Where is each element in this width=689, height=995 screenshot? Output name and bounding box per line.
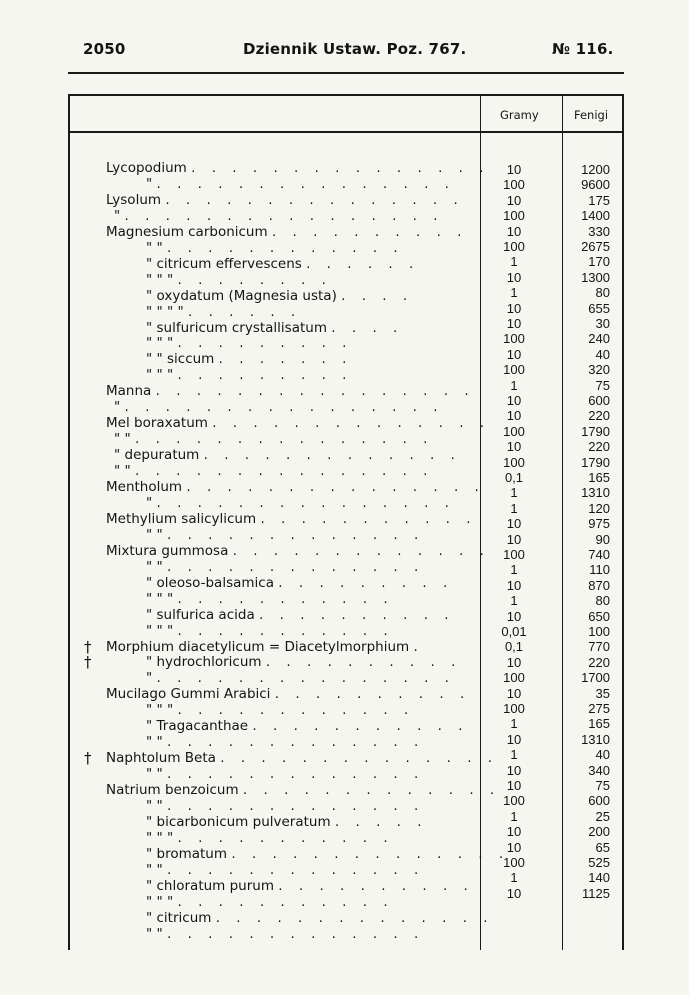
entry-text: " "	[146, 734, 168, 751]
leader-dots: . . . . . . . . . . .	[177, 829, 394, 846]
leader-dots: . . . .	[331, 319, 404, 336]
price-value: 75	[595, 377, 610, 393]
entry-name	[106, 320, 466, 337]
leader-dots: . . . . . . . . . . . . . .	[231, 845, 510, 862]
entry-text: " chloratum purum	[146, 877, 279, 894]
entry-name	[106, 351, 466, 368]
leader-dots: . . . . . . . . . .	[265, 654, 462, 671]
entry-name	[106, 335, 466, 352]
grams-value: 10	[506, 778, 522, 793]
entry-name	[106, 304, 466, 321]
entry-text: " sulfuricum crystallisatum	[146, 319, 332, 336]
entry-name	[106, 559, 466, 576]
grams-value: 10	[506, 824, 522, 840]
leader-dots: . . . . . . . . .	[278, 574, 454, 591]
price-value: 165	[588, 470, 610, 485]
price-value: 975	[588, 516, 610, 532]
grams-value: 1	[510, 593, 518, 609]
entry-name	[106, 367, 466, 384]
entry-name	[106, 862, 466, 879]
table-right-border	[622, 94, 624, 950]
leader-dots: . . . . . . . . . . . . . . .	[156, 175, 455, 192]
issue-number: № 116.	[552, 40, 614, 58]
entry-name	[106, 654, 466, 671]
leader-dots: . . . . . . . . . . . . . .	[215, 909, 494, 926]
leader-dots: . . . . . . . . . . . .	[167, 239, 404, 256]
leader-dots: . . . . . . . . . . . . . .	[212, 415, 491, 432]
entry-text: Morphium diacetylicum = Diacetylmorphium	[106, 638, 414, 655]
leader-dots: . . . . . . . . . . .	[177, 622, 394, 639]
price-value: 330	[588, 223, 610, 239]
grams-value: 10	[506, 685, 522, 701]
entry-text: Lysolum	[106, 191, 166, 208]
grams-value: 1	[510, 500, 518, 516]
entry-name	[106, 670, 466, 687]
leader-dots: . . . . . . . . . . . .	[177, 702, 415, 719]
grams-value: 100	[503, 177, 525, 193]
leader-dots: . . . . . . . . . .	[278, 877, 474, 894]
entry-text: "	[114, 399, 125, 416]
leader-dots: . . . . . . . . . . . . . . . .	[124, 207, 444, 224]
leader-dots: . . . . . . . . . . . . .	[167, 526, 425, 543]
entry-text: " bicarbonicum pulveratum	[146, 813, 335, 830]
price-value: 120	[588, 500, 610, 516]
grams-value: 1	[510, 562, 518, 578]
entry-text: " "	[146, 798, 168, 814]
price-value: 340	[588, 762, 610, 778]
leader-dots: . . . . . . . . . . . . .	[167, 861, 425, 878]
entry-text: "	[146, 175, 157, 192]
leader-dots: . . . . . . . . . . . . . . .	[135, 463, 434, 480]
price-value: 1790	[581, 454, 610, 470]
grams-value: 10	[506, 531, 522, 547]
entry-text: " " "	[146, 829, 178, 846]
entry-name	[106, 734, 466, 751]
price-value: 175	[588, 192, 610, 208]
entry-name	[106, 766, 466, 783]
entry-name	[106, 575, 466, 592]
entry-text: " sulfurica acida	[146, 606, 260, 623]
entry-name	[106, 176, 466, 193]
leader-dots: . . . . . . . . . . . . . . .	[191, 160, 490, 176]
grams-value: 100	[503, 547, 525, 562]
leader-dots: . . . . . . . . . . . . .	[167, 558, 425, 575]
grams-value: 10	[506, 885, 522, 901]
entry-text: Magnesium carbonicum	[106, 223, 272, 240]
entry-text: " " siccum	[146, 351, 219, 368]
entry-text: Methylium salicylicum	[106, 510, 261, 527]
entry-name	[106, 383, 475, 400]
entry-text: " Tragacanthae	[146, 718, 253, 735]
entry-text: " depuratum	[114, 447, 204, 464]
leader-dots: . . . .	[341, 287, 414, 304]
leader-dots: . . . . .	[334, 813, 428, 830]
grams-value: 1	[510, 808, 518, 824]
column-header-fenigi: Fenigi	[574, 108, 609, 122]
leader-dots: . . . . . . . . . . . . . . .	[165, 191, 464, 208]
grams-value: 10	[506, 516, 522, 532]
leader-dots: . . . . . . . . . . . . .	[167, 925, 425, 942]
price-value: 40	[595, 747, 610, 763]
grams-value: 100	[503, 423, 525, 439]
journal-title: Dziennik Ustaw. Poz. 767.	[243, 40, 467, 58]
entry-text: "	[146, 670, 157, 687]
grams-value: 10	[506, 162, 522, 177]
grams-value: 1	[510, 747, 518, 763]
price-value: 80	[595, 593, 610, 609]
grams-value: 0,1	[504, 470, 524, 485]
leader-dots: . . . . . . . . . . .	[177, 590, 394, 607]
leader-dots: . . . . . . . . . . . . .	[232, 542, 490, 559]
entry-name	[106, 542, 490, 560]
entry-text: Natrium benzoicum	[106, 782, 243, 799]
leader-dots: . . . . . . . . . .	[271, 223, 468, 240]
entry-text: " " "	[146, 335, 178, 352]
dagger-mark: †	[84, 653, 92, 672]
leader-dots: .	[413, 638, 424, 655]
entry-text: " " "	[146, 271, 178, 288]
price-value: 220	[588, 439, 610, 455]
entry-text: " " "	[146, 893, 178, 910]
leader-dots: . . . . . . . . . . . . . . . .	[124, 399, 444, 416]
entry-name	[106, 399, 466, 416]
grams-value: 10	[506, 654, 522, 670]
grams-value: 10	[506, 408, 522, 424]
entry-text: " "	[114, 463, 136, 480]
price-value: 240	[588, 331, 610, 347]
leader-dots: . . . . . . . . . . . . . . .	[135, 431, 434, 448]
grams-value: 10	[506, 608, 522, 624]
leader-dots: . . . . . .	[306, 255, 420, 272]
price-value: 320	[588, 362, 610, 378]
price-value: 275	[588, 701, 610, 716]
price-value: 140	[588, 870, 610, 886]
entry-text: " "	[146, 239, 168, 256]
entry-name	[106, 639, 466, 656]
grams-value: 10	[506, 192, 522, 208]
grams-value: 100	[503, 701, 525, 716]
price-value: 35	[595, 685, 610, 701]
entry-text: " oxydatum (Magnesia usta)	[146, 287, 342, 304]
grams-value: 100	[503, 208, 525, 224]
leader-dots: . . . . . .	[188, 303, 302, 320]
entry-name	[106, 718, 469, 735]
price-value: 220	[588, 654, 610, 670]
entry-text: Naphtolum Beta	[106, 750, 221, 767]
dagger-mark: †	[84, 637, 92, 656]
dagger-mark: †	[84, 749, 92, 768]
entry-text: " citricum	[146, 909, 216, 926]
entry-text: " " "	[146, 702, 178, 719]
price-value: 870	[588, 577, 610, 593]
entry-text: " "	[146, 861, 168, 878]
grams-value: 10	[506, 762, 522, 778]
entry-text: " "	[146, 558, 168, 575]
price-value: 65	[595, 839, 610, 855]
grams-value: 10	[506, 223, 522, 239]
grams-value: 10	[506, 300, 522, 316]
entry-name	[106, 909, 494, 927]
leader-dots: . . . . . . . . . . . . . . . .	[155, 383, 475, 400]
price-value: 600	[588, 393, 610, 408]
column-header-grams: Gramy	[500, 108, 539, 122]
leader-dots: . . . . . . . . . . .	[177, 893, 394, 910]
price-value: 770	[588, 639, 610, 655]
grams-value: 100	[503, 855, 525, 870]
entry-text: " bromatum	[146, 845, 232, 862]
price-value: 90	[595, 531, 610, 547]
price-value: 1400	[581, 208, 610, 224]
grams-value: 1	[510, 485, 518, 501]
price-value: 1790	[581, 423, 610, 439]
entry-name	[106, 814, 466, 831]
entry-name	[106, 447, 466, 464]
entry-name	[106, 591, 466, 608]
grams-value: 10	[506, 316, 522, 331]
grams-value: 1	[510, 285, 518, 301]
leader-dots: . . . . . . . . . . . . .	[203, 447, 461, 464]
price-value: 1310	[581, 731, 610, 747]
entry-name	[106, 926, 466, 943]
grams-value: 100	[503, 793, 525, 809]
grams-value: 0,01	[501, 624, 527, 639]
entry-name	[106, 272, 466, 289]
page-number: 2050	[83, 40, 126, 58]
grams-value: 100	[503, 454, 525, 470]
entry-name	[106, 798, 466, 815]
price-value: 165	[588, 716, 610, 732]
price-value: 1700	[581, 670, 610, 686]
price-value: 1300	[581, 269, 610, 285]
price-value: 650	[588, 608, 610, 624]
leader-dots: . . . . . . . . . . . . . .	[220, 750, 499, 767]
table-left-border	[68, 94, 70, 950]
leader-dots: . . . . . . . . . . . . .	[167, 766, 425, 783]
price-value: 1200	[581, 162, 610, 177]
price-value: 200	[588, 824, 610, 840]
leader-dots: . . . . . . . . . . . . .	[167, 734, 425, 751]
leader-dots: . . . . . . . . .	[177, 367, 353, 384]
entry-text: " " "	[146, 367, 178, 384]
price-value: 740	[588, 547, 610, 562]
price-value: 75	[595, 778, 610, 793]
table-header-rule	[68, 131, 624, 133]
grams-value: 1	[510, 716, 518, 732]
grams-value: 10	[506, 346, 522, 362]
entry-name	[106, 877, 474, 895]
price-value: 220	[588, 408, 610, 424]
entry-name	[106, 782, 501, 799]
entry-text: " oleoso-balsamica	[146, 574, 279, 591]
entry-name	[106, 160, 490, 177]
grams-value: 10	[506, 731, 522, 747]
entry-text: "	[146, 494, 157, 511]
grams-value: 100	[503, 331, 525, 347]
entry-name	[106, 686, 471, 703]
price-value: 1310	[581, 485, 610, 501]
entry-name	[106, 288, 466, 305]
entry-text: Mucilago Gummi Arabici	[106, 686, 275, 703]
entry-name	[106, 463, 466, 480]
grams-value: 10	[506, 269, 522, 285]
grams-value: 100	[503, 670, 525, 686]
entry-name	[106, 607, 466, 624]
price-value: 40	[595, 346, 610, 362]
grams-value: 10	[506, 393, 522, 408]
leader-dots: . . . . . . . . . . . . . . .	[156, 670, 455, 687]
entry-text: " citricum effervescens	[146, 255, 307, 272]
entry-name	[106, 750, 499, 767]
entry-name	[106, 623, 466, 640]
leader-dots: . . . . . . . . . . .	[260, 510, 477, 527]
entry-text: Manna	[106, 383, 156, 400]
price-value: 9600	[581, 177, 610, 193]
leader-dots: . . . . . . . . .	[177, 335, 353, 352]
entry-name	[106, 510, 477, 528]
entry-name	[106, 256, 466, 273]
grams-value: 1	[510, 870, 518, 886]
price-value: 1125	[582, 885, 610, 901]
entry-name	[106, 208, 466, 225]
leader-dots: . . . . . . . . . .	[274, 686, 471, 703]
grams-value: 0,1	[504, 639, 524, 655]
leader-dots: . . . . . . . . . . . . .	[167, 798, 425, 814]
price-value: 100	[588, 624, 610, 639]
price-value: 110	[589, 562, 610, 578]
entry-text: Lycopodium	[106, 160, 192, 176]
price-value: 80	[595, 285, 610, 301]
entry-name	[106, 240, 466, 257]
entry-text: "	[114, 207, 125, 224]
entry-name	[106, 845, 510, 863]
entry-name	[106, 192, 466, 209]
grams-value: 1	[510, 254, 518, 270]
entry-text: " "	[146, 925, 168, 942]
entry-text: " "	[114, 431, 136, 448]
table-col-divider-1	[480, 94, 481, 950]
entry-name	[106, 830, 466, 847]
header-rule	[68, 72, 624, 74]
entry-name	[106, 415, 491, 432]
entry-name	[106, 479, 485, 496]
entry-text: " " "	[146, 622, 178, 639]
entry-text: " " "	[146, 590, 178, 607]
price-value: 25	[595, 808, 610, 824]
grams-value: 10	[506, 839, 522, 855]
leader-dots: . . . . . . .	[218, 351, 353, 368]
entry-name	[106, 894, 466, 911]
entry-text: " "	[146, 526, 168, 543]
grams-value: 10	[506, 439, 522, 455]
price-value: 2675	[581, 239, 610, 254]
leader-dots: . . . . . . . . . . . . . . .	[156, 494, 455, 511]
grams-value: 100	[503, 362, 525, 378]
table-top-rule	[68, 94, 624, 96]
entry-name	[106, 702, 466, 719]
entry-text: " " " "	[146, 303, 189, 320]
entry-name	[106, 527, 466, 544]
grams-value: 10	[506, 577, 522, 593]
leader-dots: . . . . . . . . . . .	[252, 718, 469, 735]
entry-text: Mentholum	[106, 479, 187, 495]
leader-dots: . . . . . . . .	[177, 271, 332, 288]
entry-text: " "	[146, 766, 168, 783]
leader-dots: . . . . . . . . . .	[259, 606, 455, 623]
leader-dots: . . . . . . . . . . . . . . .	[186, 479, 485, 495]
grams-value: 100	[503, 239, 525, 254]
price-value: 525	[588, 855, 610, 870]
entry-name	[106, 224, 466, 241]
price-value: 600	[588, 793, 610, 809]
price-value: 170	[588, 254, 610, 270]
entry-text: " hydrochloricum	[146, 654, 266, 671]
entry-name	[106, 495, 466, 512]
entry-text: Mel boraxatum	[106, 415, 213, 432]
entry-name	[106, 431, 466, 448]
leader-dots: . . . . . . . . . . . . .	[242, 782, 501, 799]
price-value: 655	[588, 300, 610, 316]
entry-text: Mixtura gummosa	[106, 542, 233, 559]
price-value: 30	[595, 316, 610, 331]
grams-value: 1	[510, 377, 518, 393]
